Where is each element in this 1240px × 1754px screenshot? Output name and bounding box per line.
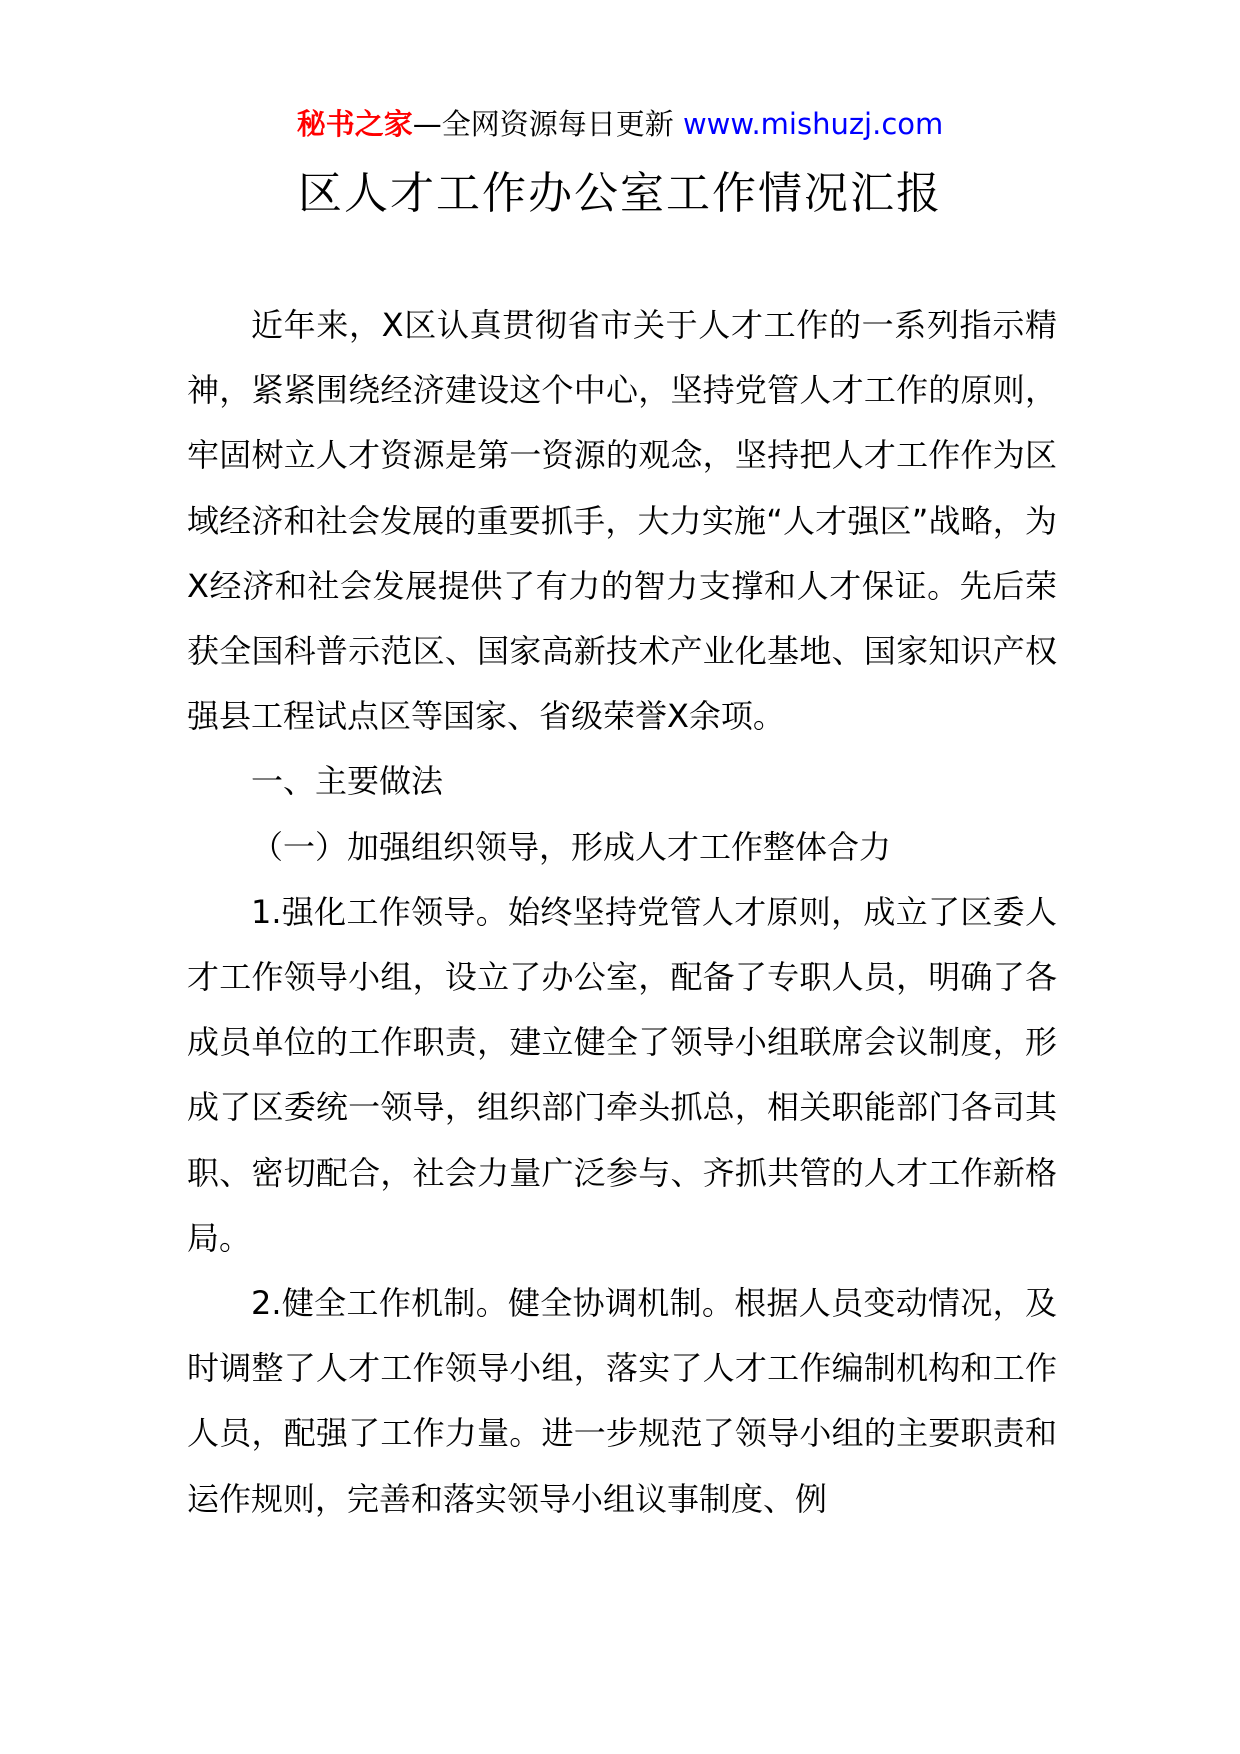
subsection-heading: （一）加强组织领导，形成人才工作整体合力 [251, 827, 892, 866]
section-heading: 一、主要做法 [251, 762, 444, 801]
site-url[interactable]: www.mishuzj.com [682, 107, 944, 141]
paragraph-item-2: 2.健全工作机制。健全协调机制。根据人员变动情况，及时调整了人才工作领导小组，落实了人才工作编制机构和工作人员，配强了工作力量。进一步规范了领导小组的主要职责和运作规则，完善和落实领导小组议事制度、例 [187, 1284, 1057, 1518]
site-brand: 秘书之家 [296, 107, 413, 141]
paragraph-item-1: 1.强化工作领导。始终坚持党管人才原则，成立了区委人才工作领导小组，设立了办公室，配备了专职人员，明确了各成员单位的工作职责，建立健全了领导小组联席会议制度，形成了区委统一领导，组织部门牵头抓总，相关职能部门各司其职、密切配合，社会力量广泛参与、齐抓共管的人才工作新格局。 [187, 892, 1057, 1257]
site-slogan: —全网资源每日更新 [412, 107, 683, 141]
document-title: 区人才工作办公室工作情况汇报 [298, 168, 942, 219]
document-body [187, 293, 1057, 1532]
paragraph-intro: 近年来，X区认真贯彻省市关于人才工作的一系列指示精神，紧紧围绕经济建设这个中心，坚持党管人才工作的原则，牢固树立人才资源是第一资源的观念，坚持把人才工作作为区域经济和社会发展的重要抓手，大力实施“人才强区”战略，为X经济和社会发展提供了有力的智力支撑和人才保证。先后荣获全国科普示范区、国家高新技术产业化基地、国家知识产权强县工程试点区等国家、省级荣誉X余项。 [187, 306, 1057, 736]
site-header [0, 100, 1240, 148]
